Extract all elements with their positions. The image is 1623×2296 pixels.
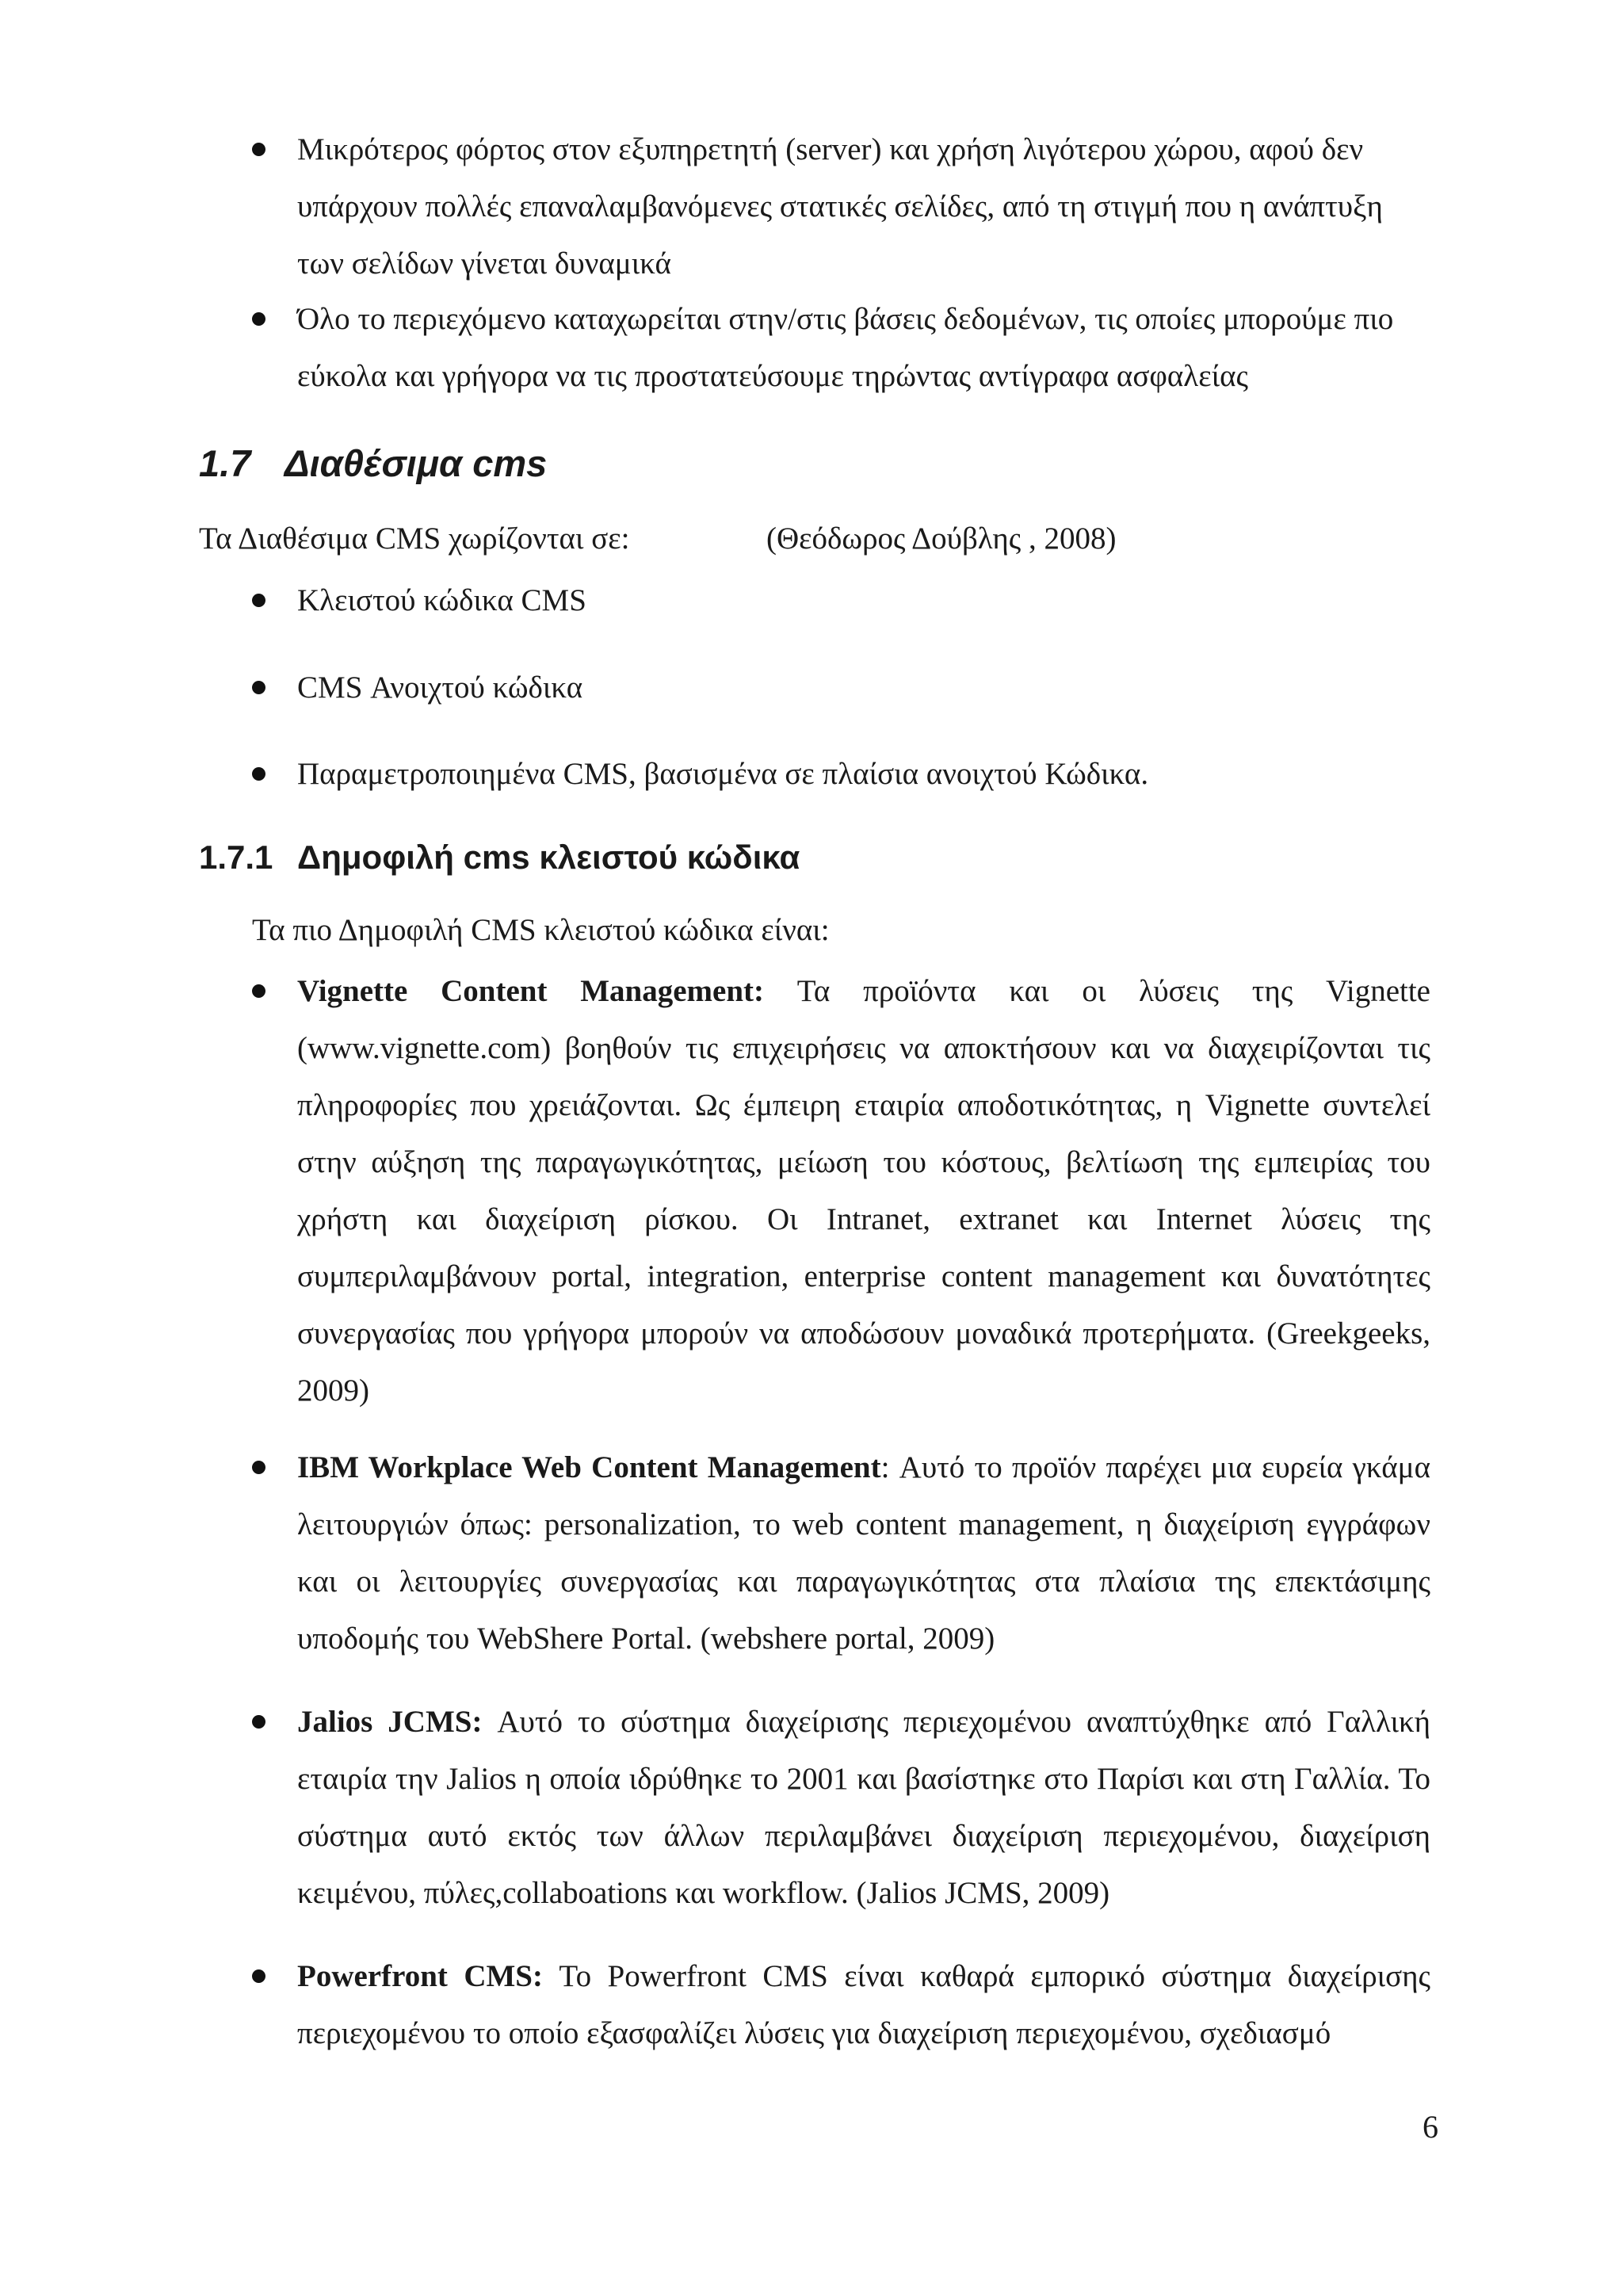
bullet-icon: [252, 312, 265, 326]
intro-citation: (Θεόδωρος Δούβλης , 2008): [766, 521, 1117, 556]
product-name: Vignette Content Management:: [297, 974, 765, 1008]
bullet-item: Όλο το περιεχόμενο καταχωρείται στην/στις βάσεις δεδομένων, τις οποίες μπορούμε πιο εύκολα και γρήγορα να τις προστατεύσουμε τηρώντας αντίγραφα ασφαλείας: [297, 302, 1394, 393]
product-name: Powerfront CMS:: [297, 1959, 543, 1993]
product-item: [297, 1948, 1430, 2062]
section-title: Διαθέσιμα cms: [285, 442, 548, 484]
subsection-intro: Τα πιο Δημοφιλή CMS κλειστού κώδικα είναι:: [252, 913, 830, 947]
bullet-icon: [252, 984, 265, 998]
product-name: Jalios JCMS:: [297, 1705, 483, 1739]
subsection-heading: [199, 830, 800, 885]
product-description: Αυτό το σύστημα διαχείρισης περιεχομένου αναπτύχθηκε από Γαλλική εταιρία την Jalios η οποία ιδρύθηκε το 2001 και βασίστηκε στο Παρίσι και στη Γαλλία. Το σύστημα αυτό εκτός των άλλων περιλαμβάνει διαχείριση περιεχομένου, διαχείριση κειμένου, πύλες,collaboations και workflow. (Jalios JCMS, 2009): [297, 1705, 1431, 1910]
product-name: IBM Workplace Web Content Management: [297, 1450, 881, 1484]
bullet-icon: [252, 681, 265, 694]
product-description: Το Powerfront CMS είναι καθαρά εμπορικό σύστημα διαχείρισης περιεχομένου το οποίο εξασφαλίζει λύσεις για διαχείριση περιεχομένου, σχεδιασμό: [297, 1959, 1431, 2050]
product-description: Τα προϊόντα και οι λύσεις της Vignette (www.vignette.com) βοηθούν τις επιχειρήσεις να αποκτήσουν και να διαχειρίζονται τις πληροφορίες που χρειάζονται. Ως έμπειρη εταιρία αποδοτικότητας, η Vignette συντελεί στην αύξηση της παραγωγικότητας, μείωση του κόστους, βελτίωση της εμπειρίας του χρήστη και διαχείριση ρίσκου. Οι Intranet, extranet και Internet λύσεις της συμπεριλαμβάνουν portal, integration, enterprise content management και δυνατότητες συνεργασίας που γρήγορα μπορούν να αποδώσουν μοναδικά προτερήματα. (Greekgeeks, 2009): [297, 974, 1430, 1408]
bullet-icon: [252, 767, 265, 781]
bullet-icon: [252, 1461, 265, 1474]
intro-text: Τα Διαθέσιμα CMS χωρίζονται σε:: [199, 521, 630, 556]
bullet-icon: [252, 1715, 265, 1729]
product-item: [297, 1439, 1430, 1668]
section-heading: [199, 436, 547, 491]
bullet-item: Μικρότερος φόρτος στον εξυπηρετητή (server) και χρήση λιγότερου χώρου, αφού δεν υπάρχουν πολλές επαναλαμβανόμενες στατικές σελίδες, από τη στιγμή που η ανάπτυξη των σελίδων γίνεται δυναμικά: [297, 132, 1383, 281]
bullet-icon: [252, 143, 265, 156]
type-item: CMS Ανοιχτού κώδικα: [297, 670, 583, 705]
type-item: Κλειστού κώδικα CMS: [297, 583, 586, 617]
subsection-number: 1.7.1: [199, 839, 273, 876]
bullet-icon: [252, 1969, 265, 1983]
subsection-title: Δημοφιλή cms κλειστού κώδικα: [297, 839, 800, 876]
type-item: Παραμετροποιημένα CMS, βασισμένα σε πλαίσια ανοιχτού Κώδικα.: [297, 757, 1149, 791]
section-number: 1.7: [199, 442, 251, 484]
product-item: [297, 963, 1430, 1419]
product-description: : Αυτό το προϊόν παρέχει μια ευρεία γκάμα λειτουργιών όπως: personalization, το web content management, η διαχείριση εγγράφων και οι λειτουργίες συνεργασίας και παραγωγικότητας στα πλαίσια της επεκτάσιμης υποδομής του WebShere Portal. (webshere portal, 2009): [297, 1450, 1431, 1656]
bullet-icon: [252, 594, 265, 607]
product-item: [297, 1694, 1430, 1922]
page-number: 6: [1423, 2109, 1438, 2145]
